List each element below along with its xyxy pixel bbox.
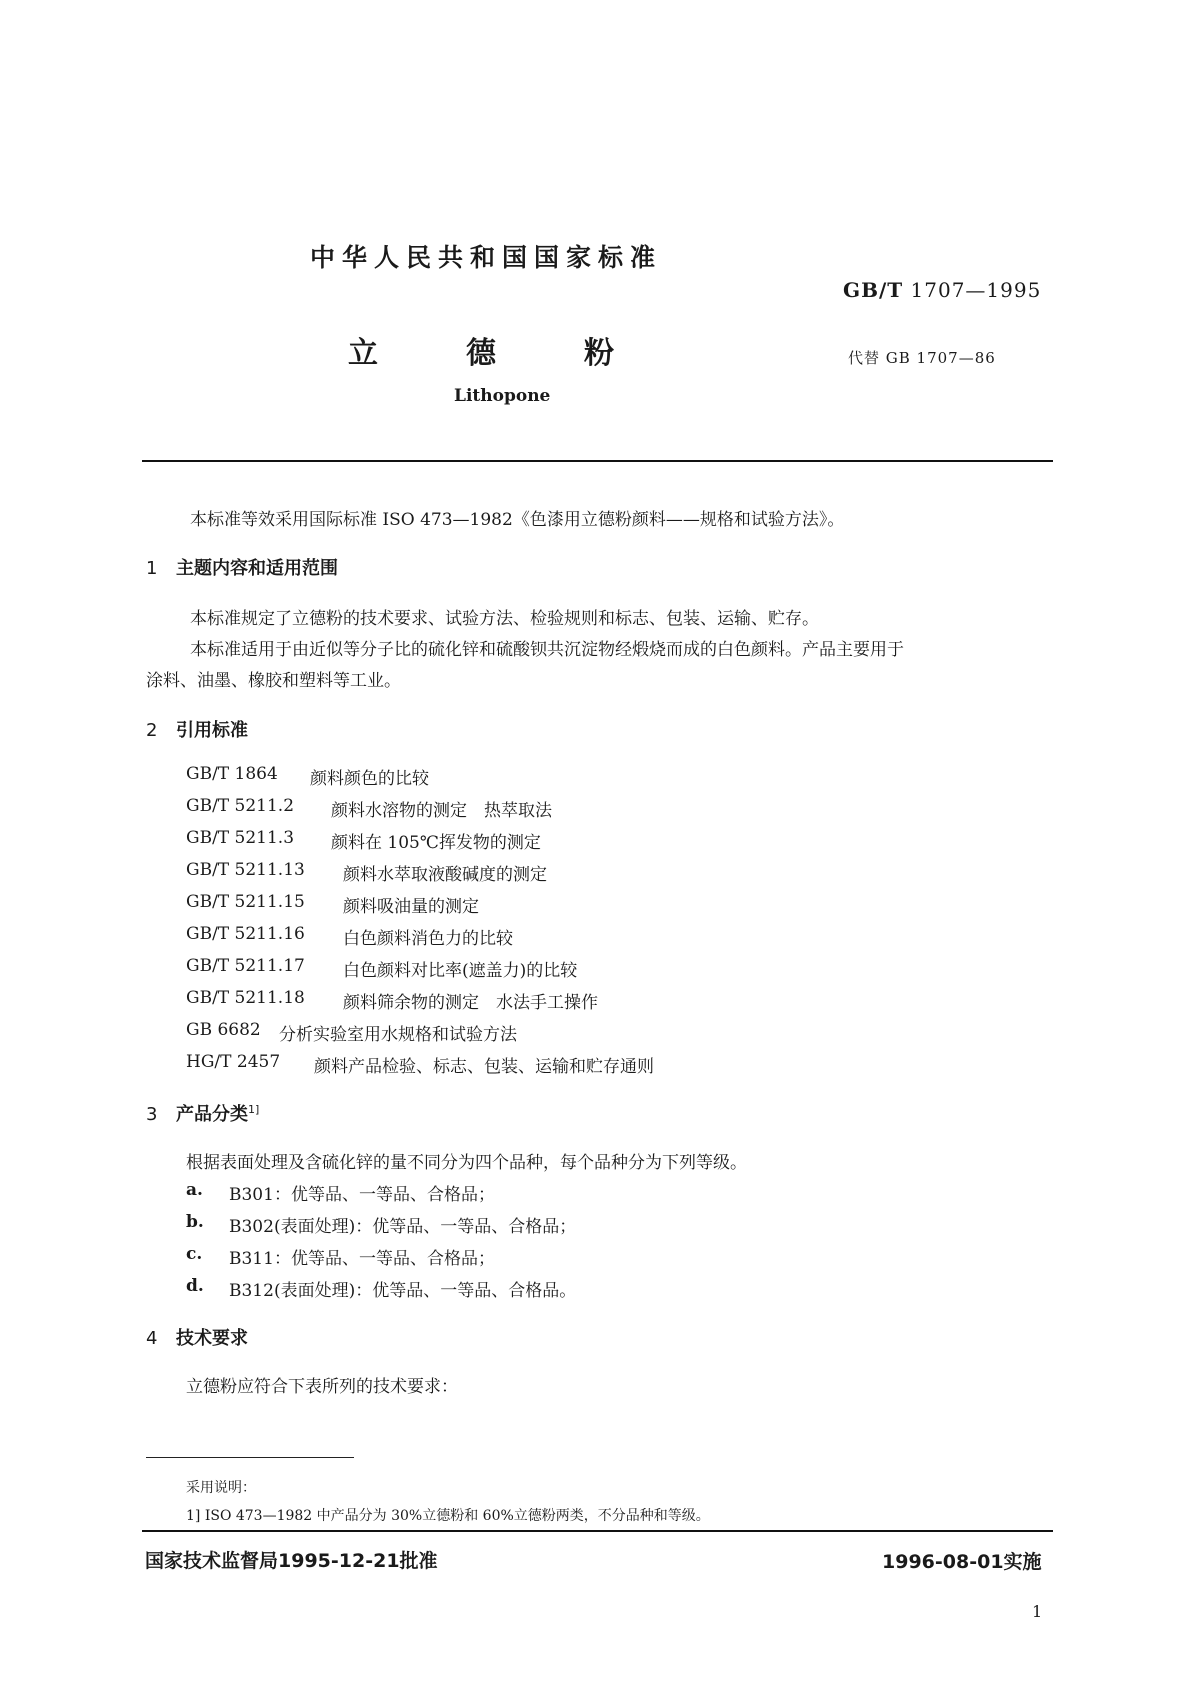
section-2-title: 引用标准 <box>176 720 248 741</box>
reference-code: GB/T 5211.15 <box>186 892 305 912</box>
footnote-divider <box>146 1457 354 1458</box>
footnote-title: 采用说明： <box>186 1480 256 1496</box>
reference-title: 白色颜料消色力的比较 <box>343 929 513 949</box>
list-item-text: B311：优等品、一等品、合格品； <box>229 1249 495 1269</box>
footnote-marker: 1] <box>248 1103 260 1116</box>
replaces-note: 代替 GB 1707—86 <box>848 349 996 367</box>
reference-code: HG/T 2457 <box>186 1052 281 1072</box>
footer-divider <box>142 1530 1053 1532</box>
section-1-number: 1 <box>146 558 158 579</box>
section-3-title: 产品分类 <box>176 1104 248 1125</box>
reference-title: 颜料筛余物的测定 水法手工操作 <box>343 993 598 1013</box>
section-1-title: 主题内容和适用范围 <box>176 558 338 579</box>
section-1-paragraph-2: 本标准适用于由近似等分子比的硫化锌和硫酸钡共沉淀物经煅烧而成的白色颜料。产品主要用于 <box>190 640 904 660</box>
section-4-number: 4 <box>146 1328 158 1349</box>
reference-item <box>186 796 552 821</box>
footnote-text: 1] ISO 473—1982 中产品分为 30%立德粉和 60%立德粉两类，不分品种和等级。 <box>186 1508 710 1524</box>
reference-title: 颜料在 105℃挥发物的测定 <box>331 833 541 853</box>
section-4-heading <box>146 1324 248 1350</box>
list-item-text: B312(表面处理)：优等品、一等品、合格品。 <box>229 1281 577 1301</box>
section-3-paragraph: 根据表面处理及含硫化锌的量不同分为四个品种，每个品种分为下列等级。 <box>186 1153 747 1173</box>
intro-paragraph: 本标准等效采用国际标准 ISO 473—1982《色漆用立德粉颜料——规格和试验方法》。 <box>190 510 845 530</box>
reference-code: GB/T 1864 <box>186 764 278 784</box>
english-title: Lithopone <box>454 386 551 406</box>
title-char-1: 立 <box>348 336 378 371</box>
list-item-label: d. <box>186 1276 204 1296</box>
reference-title: 分析实验室用水规格和试验方法 <box>279 1025 517 1045</box>
standard-prefix: GB/T <box>843 278 904 302</box>
reference-title: 颜料水萃取液酸碱度的测定 <box>343 865 547 885</box>
list-item <box>186 1276 577 1301</box>
reference-title: 颜料吸油量的测定 <box>343 897 479 917</box>
title-char-2: 德 <box>466 336 496 371</box>
section-3-heading <box>146 1100 259 1126</box>
reference-item <box>186 1020 517 1045</box>
reference-item <box>186 828 541 853</box>
section-3-number: 3 <box>146 1104 158 1125</box>
approval-line: 国家技术监督局1995-12-21批准 <box>145 1550 438 1572</box>
section-4-paragraph: 立德粉应符合下表所列的技术要求： <box>186 1377 458 1397</box>
list-item-label: b. <box>186 1212 204 1232</box>
standard-number <box>843 278 1041 302</box>
reference-item <box>186 764 429 789</box>
reference-code: GB/T 5211.3 <box>186 828 295 848</box>
header-divider <box>142 460 1053 462</box>
section-4-title: 技术要求 <box>176 1328 248 1349</box>
reference-item <box>186 956 578 981</box>
list-item-label: a. <box>186 1180 203 1200</box>
reference-code: GB/T 5211.13 <box>186 860 305 880</box>
reference-item <box>186 860 547 885</box>
section-1-paragraph-1: 本标准规定了立德粉的技术要求、试验方法、检验规则和标志、包装、运输、贮存。 <box>190 609 819 629</box>
list-item-text: B301：优等品、一等品、合格品； <box>229 1185 495 1205</box>
reference-code: GB/T 5211.17 <box>186 956 305 976</box>
list-item-label: c. <box>186 1244 203 1264</box>
section-1-paragraph-2-cont: 涂料、油墨、橡胶和塑料等工业。 <box>146 671 401 691</box>
list-item <box>186 1212 577 1237</box>
national-standard-title: 中华人民共和国国家标准 <box>310 243 663 272</box>
standard-code: 1707—1995 <box>910 278 1042 302</box>
reference-item <box>186 924 513 949</box>
list-item-text: B302(表面处理)：优等品、一等品、合格品； <box>229 1217 577 1237</box>
reference-title: 颜料水溶物的测定 热萃取法 <box>331 801 552 821</box>
list-item <box>186 1244 495 1269</box>
reference-code: GB 6682 <box>186 1020 261 1040</box>
reference-code: GB/T 5211.2 <box>186 796 295 816</box>
reference-item <box>186 892 479 917</box>
section-1-heading <box>146 554 338 580</box>
reference-title: 颜料颜色的比较 <box>310 769 429 789</box>
section-2-number: 2 <box>146 720 158 741</box>
page-number: 1 <box>1032 1602 1043 1621</box>
reference-code: GB/T 5211.18 <box>186 988 305 1008</box>
implementation-date: 1996-08-01实施 <box>882 1551 1042 1573</box>
reference-code: GB/T 5211.16 <box>186 924 305 944</box>
list-item <box>186 1180 495 1205</box>
title-char-3: 粉 <box>584 336 614 371</box>
reference-title: 白色颜料对比率(遮盖力)的比较 <box>343 961 578 981</box>
reference-item <box>186 988 598 1013</box>
section-2-heading <box>146 716 248 742</box>
reference-item <box>186 1052 654 1077</box>
reference-title: 颜料产品检验、标志、包装、运输和贮存通则 <box>314 1057 654 1077</box>
